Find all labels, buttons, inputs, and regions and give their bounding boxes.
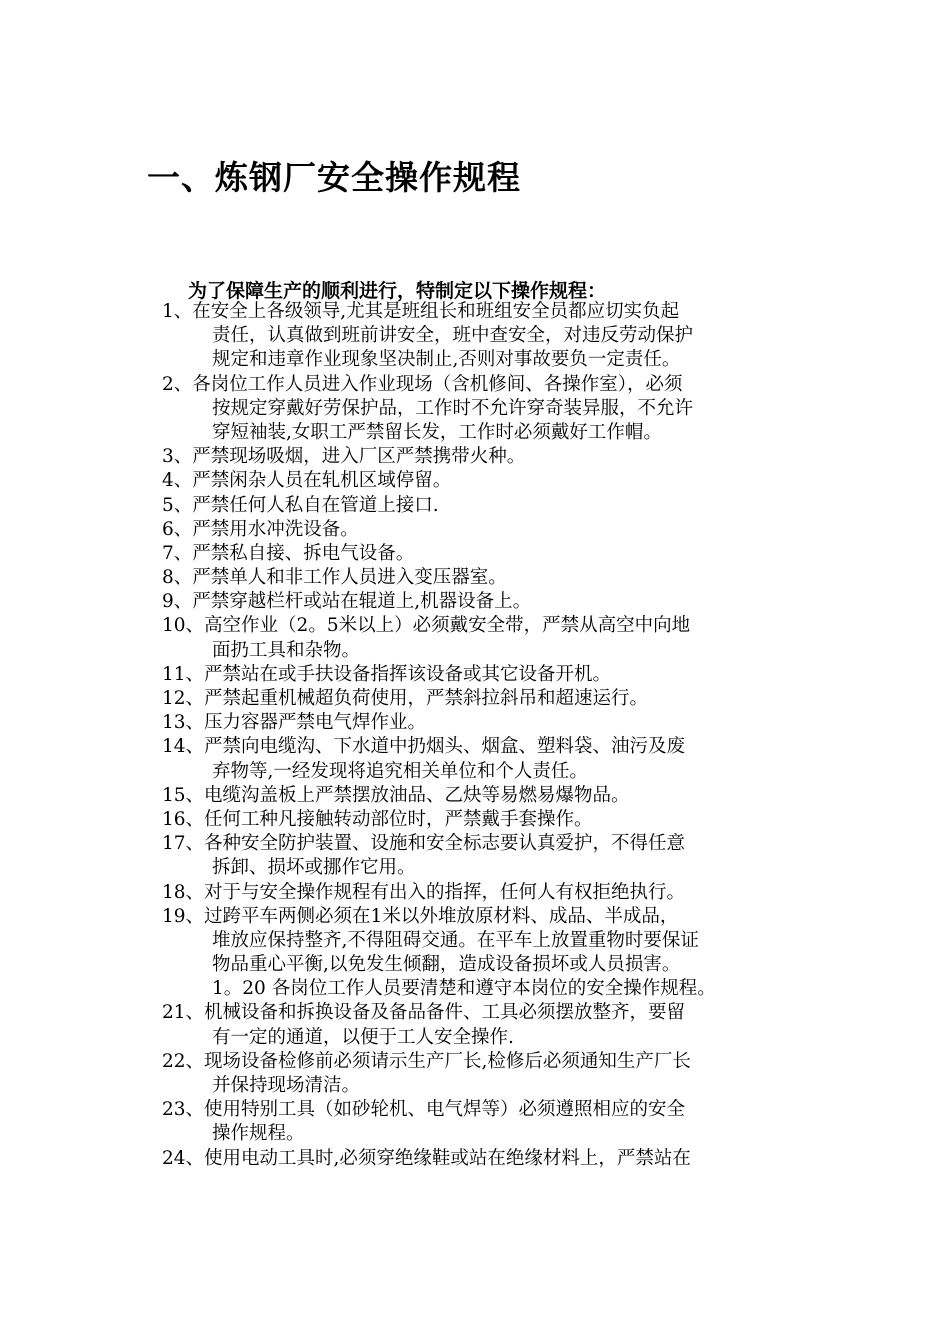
rule-text: 严禁单人和非工作人员进入变压器室。 (192, 567, 507, 589)
rule-item (0, 808, 950, 832)
rule-item (0, 1050, 950, 1098)
rule-item (0, 1001, 950, 1049)
rule-number: 1、 (162, 301, 193, 322)
rule-text: 电缆沟盖板上严禁摆放油品、乙炔等易燃易爆物品。 (204, 784, 630, 806)
rule-number: 15、 (162, 784, 205, 806)
rule-item (0, 469, 950, 493)
rule-text: 严禁穿越栏杆或站在辊道上,机器设备上。 (192, 591, 532, 613)
rule-item (0, 663, 950, 687)
rule-item (0, 518, 950, 542)
rule-first-line (0, 687, 950, 711)
rule-number: 19、 (162, 905, 205, 927)
rule-number: 4、 (162, 470, 193, 492)
rule-item (0, 1098, 950, 1146)
rule-number: 16、 (162, 808, 205, 830)
rule-first-line (0, 494, 950, 518)
rule-text: 严禁站在或手扶设备指挥该设备或其它设备开机。 (204, 663, 612, 685)
rule-continuation-line: 堆放应保持整齐,不得阻碍交通。在平车上放置重物时要保证 (212, 929, 699, 951)
rule-continuation-line: 并保持现场清洁。 (212, 1075, 361, 1096)
rules-list (0, 300, 950, 1171)
rule-continuation-line: 有一定的通道，以便于工人安全操作. (212, 1026, 514, 1048)
rule-number: 3、 (162, 446, 193, 468)
rule-first-line (0, 832, 950, 856)
rule-first-line (0, 1001, 950, 1025)
rule-first-line (0, 373, 950, 397)
rule-number: 11、 (162, 663, 205, 685)
rule-item (0, 687, 950, 711)
rule-first-line (0, 735, 950, 759)
rule-item (0, 735, 950, 783)
rule-text: 在安全上各级领导,尤其是班组长和班组安全员都应切实负起 (192, 301, 680, 322)
rule-item (0, 614, 950, 662)
rule-text: 压力容器严禁电气焊作业。 (204, 712, 427, 734)
rule-item (0, 494, 950, 518)
rule-continuation-line: 操作规程。 (212, 1123, 305, 1145)
rule-text: 严禁起重机械超负荷使用，严禁斜拉斜吊和超速运行。 (204, 688, 649, 709)
rule-item (0, 542, 950, 566)
rule-number: 14、 (162, 736, 205, 758)
rule-text: 各岗位工作人员进入作业现场（含机修间、各操作室），必须 (192, 373, 683, 395)
rule-item (0, 445, 950, 469)
rule-first-line (0, 663, 950, 687)
rule-number: 7、 (162, 542, 193, 564)
rule-number: 6、 (162, 518, 193, 540)
rule-item (0, 881, 950, 905)
rule-text: 严禁任何人私自在管道上接口. (192, 494, 439, 516)
rule-item (0, 373, 950, 446)
rule-text: 过跨平车两侧必须在1米以外堆放原材料、成品、半成品， (204, 905, 679, 927)
rule-text: 对于与安全操作规程有出入的指挥，任何人有权拒绝执行。 (204, 881, 686, 903)
rule-item (0, 566, 950, 590)
rule-first-line (0, 469, 950, 493)
rule-number: 12、 (162, 688, 205, 709)
rule-continuation-line: 拆卸、损坏或挪作它用。 (212, 857, 416, 879)
rule-number: 2、 (162, 373, 193, 395)
rule-first-line (0, 590, 950, 614)
rule-first-line (0, 905, 950, 929)
rule-continuation-line: 穿短袖装,女职工严禁留长发，工作时必须戴好工作帽。 (212, 421, 662, 443)
rule-continuation-line: 1。20 各岗位工作人员要清楚和遵守本岗位的安全操作规程。 (212, 978, 716, 1000)
rule-item (0, 784, 950, 808)
rule-number: 23、 (162, 1099, 205, 1121)
rule-first-line (0, 881, 950, 905)
rule-first-line (0, 808, 950, 832)
rule-text: 各种安全防护装置、设施和安全标志要认真爱护，不得任意 (204, 833, 686, 855)
rule-number: 21、 (162, 1002, 205, 1024)
rule-number: 8、 (162, 567, 193, 589)
rule-text: 严禁用水冲洗设备。 (192, 518, 359, 540)
rule-item (0, 832, 950, 880)
rule-continuation-line: 按规定穿戴好劳保护品，工作时不允许穿奇装异服，不允许 (212, 397, 694, 419)
rule-number: 17、 (162, 833, 205, 855)
rule-continuation-line: 物品重心平衡,以免发生倾翻，造成设备损坏或人员损害。 (212, 954, 681, 976)
rule-number: 9、 (162, 591, 193, 613)
intro-paragraph: 为了保障生产的顺利进行，特制定以下操作规程： (188, 280, 607, 302)
rule-number: 18、 (162, 881, 205, 903)
rule-first-line (0, 1050, 950, 1074)
document-title: 一、炼钢厂安全操作规程 (147, 158, 521, 197)
rule-first-line (0, 711, 950, 735)
rule-text: 严禁私自接、拆电气设备。 (192, 542, 415, 564)
rule-text: 使用特别工具（如砂轮机、电气焊等）必须遵照相应的安全 (204, 1099, 686, 1121)
rule-first-line (0, 445, 950, 469)
rule-continuation-line: 责任，认真做到班前讲安全，班中查安全，对违反劳动保护 (212, 325, 694, 347)
rule-item (0, 905, 950, 1002)
rule-first-line (0, 300, 950, 324)
rule-text: 高空作业（2。5米以上）必须戴安全带，严禁从高空中向地 (204, 615, 691, 637)
rule-item (0, 711, 950, 735)
rule-text: 任何工种凡接触转动部位时，严禁戴手套操作。 (204, 808, 593, 830)
rule-continuation-line: 面扔工具和杂物。 (212, 639, 361, 661)
rule-text: 严禁闲杂人员在轧机区域停留。 (192, 470, 452, 492)
rule-text: 严禁向电缆沟、下水道中扔烟头、烟盒、塑料袋、油污及废 (204, 736, 686, 758)
rule-text: 使用电动工具时,必须穿绝缘鞋或站在绝缘材料上，严禁站在 (204, 1147, 691, 1169)
rule-number: 24、 (162, 1147, 205, 1169)
rule-continuation-line: 规定和违章作业现象坚决制止,否则对事故要负一定责任。 (212, 349, 681, 371)
rule-number: 13、 (162, 712, 205, 734)
rule-text: 现场设备检修前必须请示生产厂长,检修后必须通知生产厂长 (204, 1050, 691, 1072)
rule-text: 严禁现场吸烟，进入厂区严禁携带火种。 (192, 446, 526, 468)
rule-number: 10、 (162, 615, 205, 637)
rule-item (0, 590, 950, 614)
rule-continuation-line: 弃物等,一经发现将追究相关单位和个人责任。 (212, 760, 588, 782)
rule-first-line (0, 614, 950, 638)
rule-first-line (0, 784, 950, 808)
rule-first-line (0, 1147, 950, 1171)
rule-first-line (0, 566, 950, 590)
rule-item (0, 300, 950, 373)
rule-first-line (0, 542, 950, 566)
rule-first-line (0, 1098, 950, 1122)
rule-number: 5、 (162, 494, 193, 516)
rule-text: 机械设备和拆换设备及备品备件、工具必须摆放整齐，要留 (204, 1002, 686, 1024)
rule-first-line (0, 518, 950, 542)
rule-item (0, 1147, 950, 1171)
rule-number: 22、 (162, 1050, 205, 1072)
